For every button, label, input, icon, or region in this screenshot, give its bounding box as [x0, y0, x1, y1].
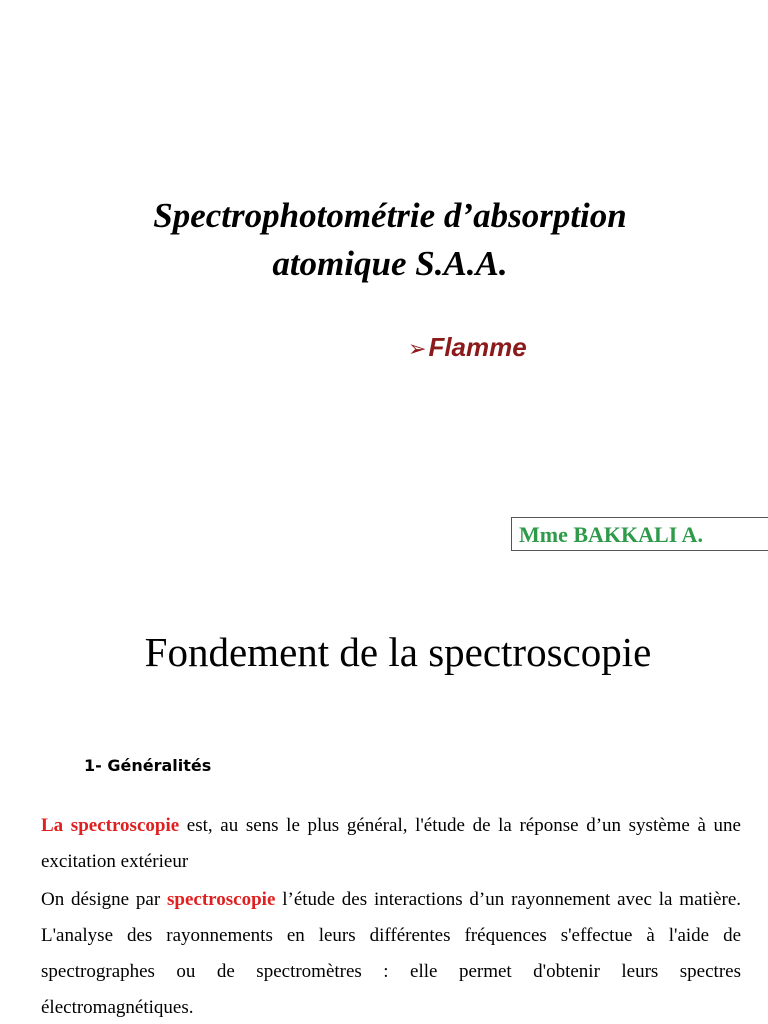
arrow-bullet-icon: ➢ [408, 336, 427, 361]
flamme-bullet-item [408, 330, 527, 366]
flamme-label: Flamme [428, 332, 527, 362]
subsection-title: 1- Généralités [84, 756, 212, 775]
paragraph-interactions-text: l’étude des interactions d’un rayonnement avec la matière. L'analyse des rayonnements en leurs différentes fréquences s'effectue à l'aide de spectrographes ou de spectromètres : elle permet d'obtenir leurs spectres électromagnétiques. [41, 889, 741, 1018]
document-title-line-2: atomique S.A.A. [272, 244, 508, 283]
paragraph-definition-text: est, au sens le plus général, l'étude de la réponse d’un système à une excitation extérieur [41, 815, 741, 872]
paragraph-definition [41, 808, 741, 880]
paragraph-interactions-lead: On désigne par [41, 889, 168, 910]
section-title: Fondement de la spectroscopie [144, 629, 652, 675]
author-name-box [511, 517, 768, 551]
keyword-spectroscopie: spectroscopie [167, 889, 276, 910]
author-name: Mme BAKKALI A. [519, 522, 703, 547]
document-title-line-1: Spectrophotométrie d’absorption [153, 196, 627, 235]
paragraph-interactions [41, 882, 741, 1024]
keyword-la-spectroscopie: La spectroscopie [41, 815, 180, 836]
document-title [0, 192, 768, 288]
